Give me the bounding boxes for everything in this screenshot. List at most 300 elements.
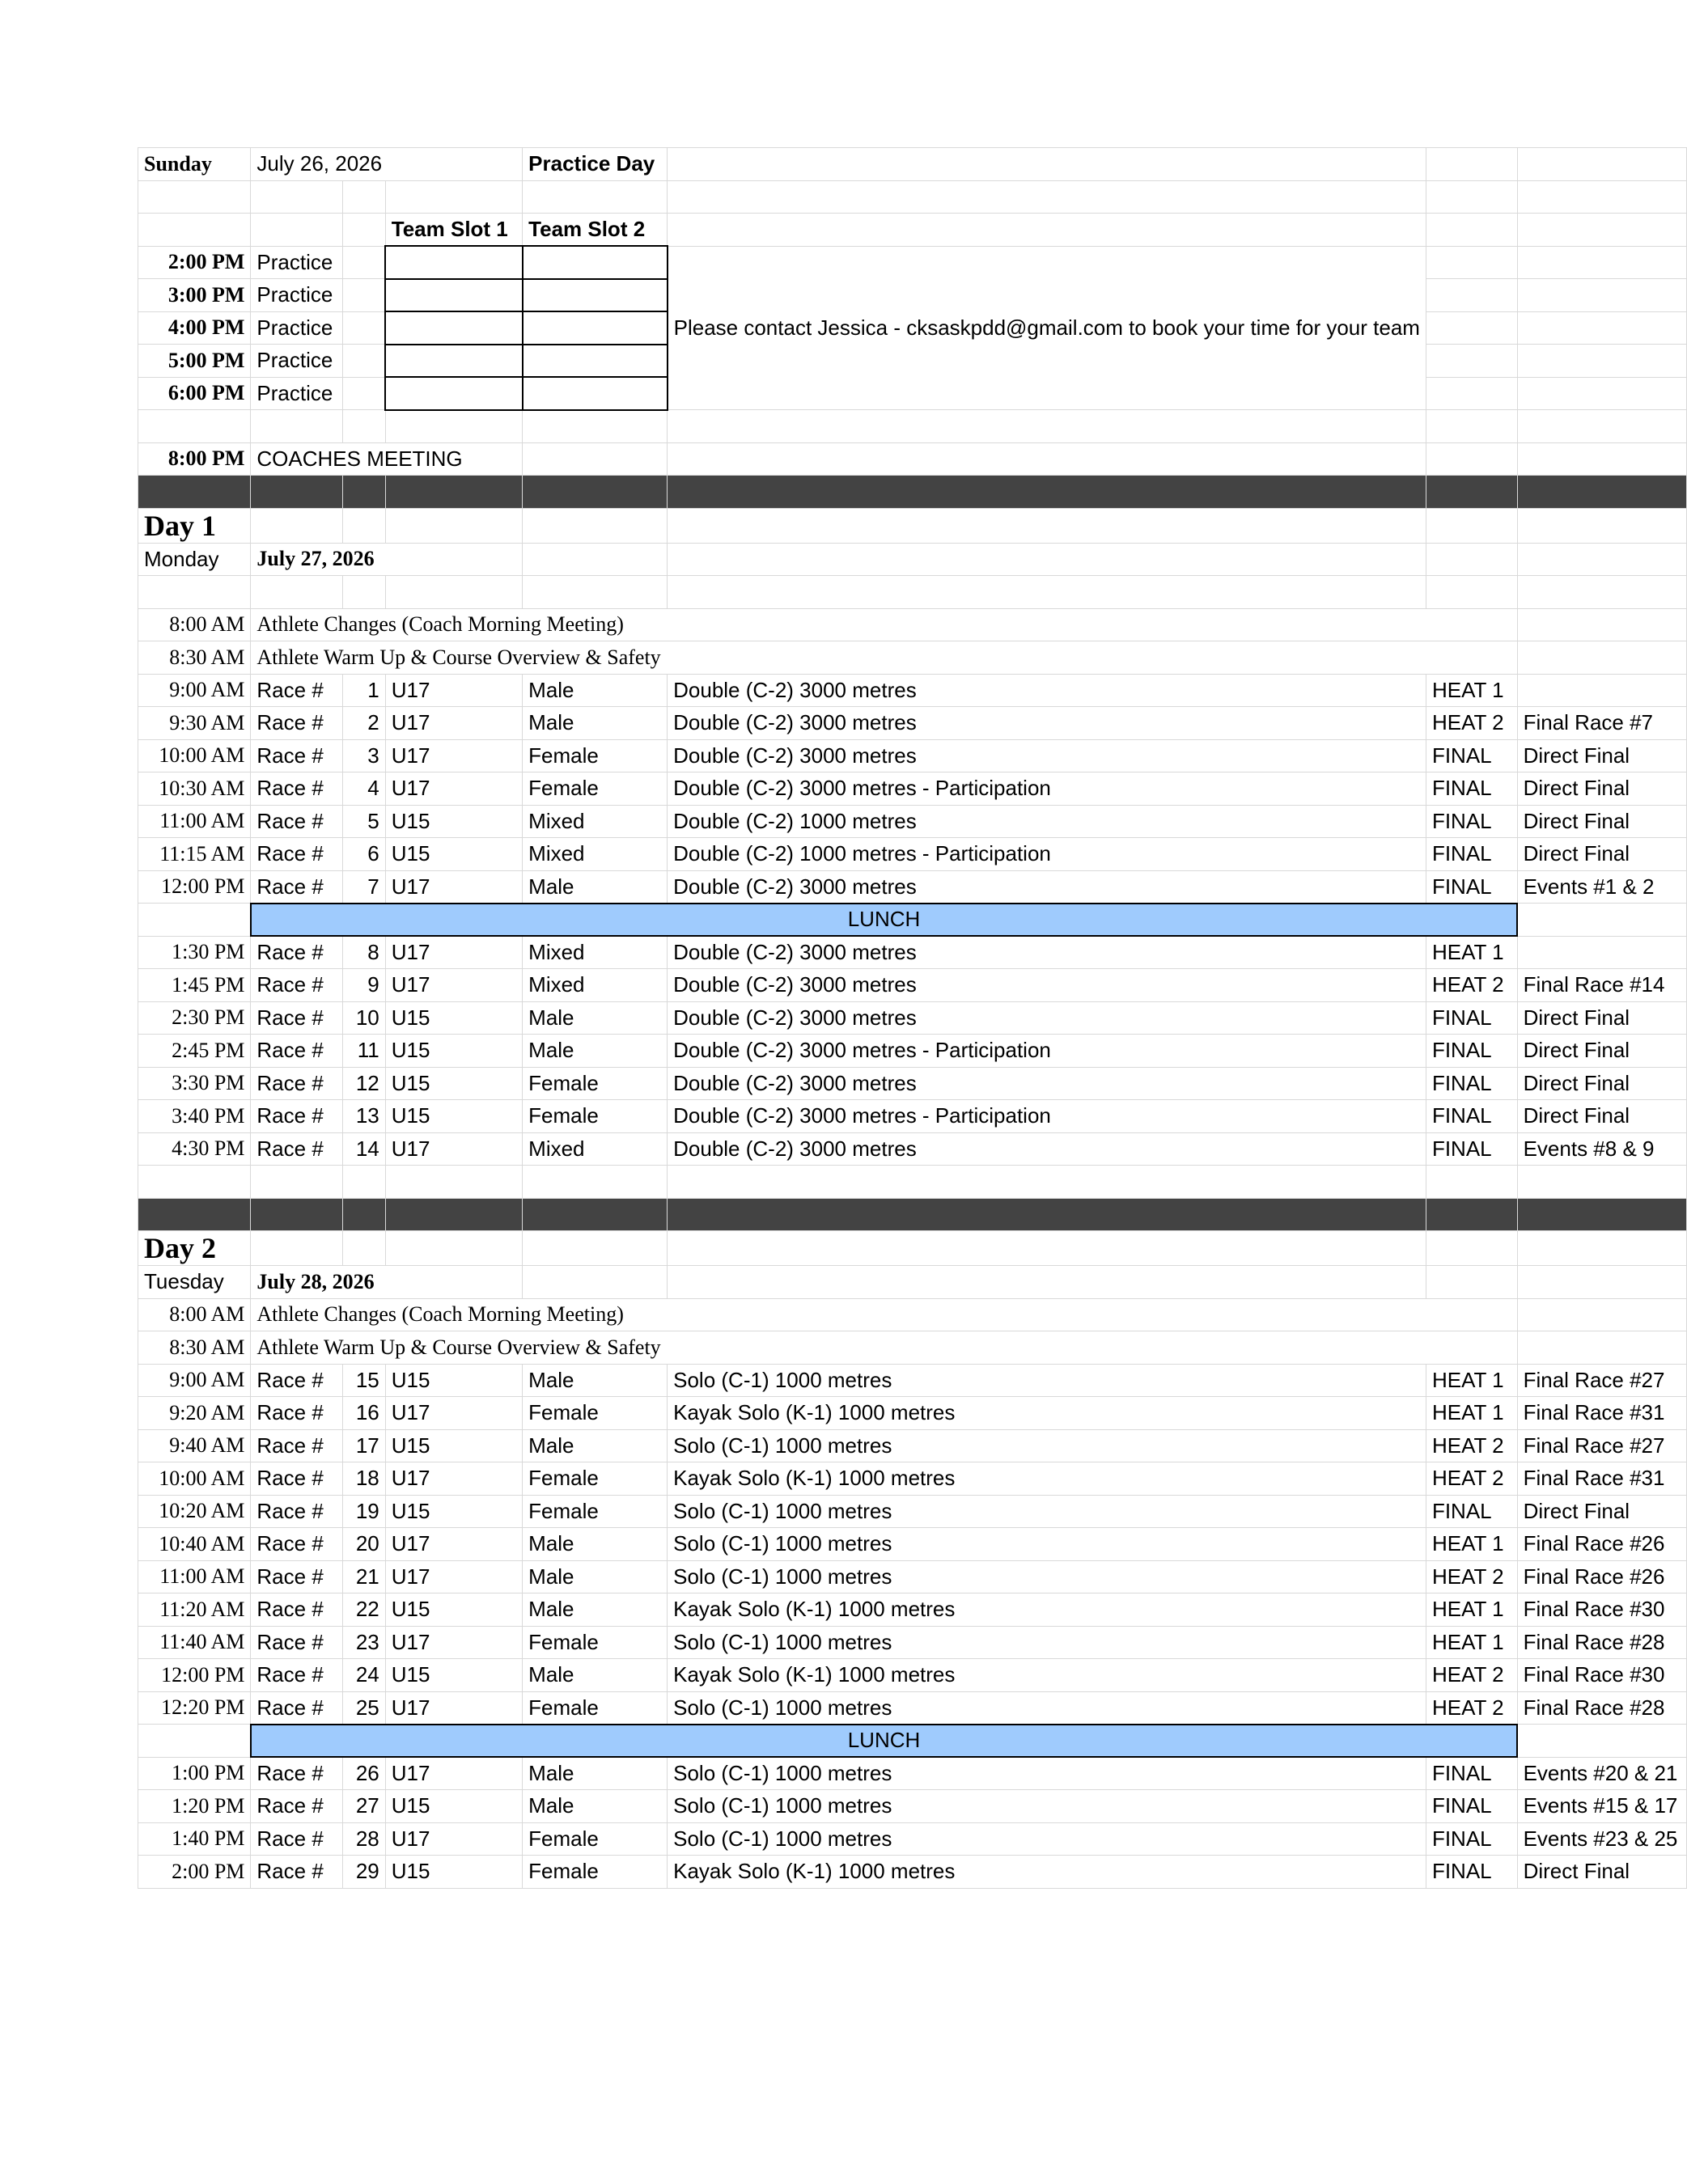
race-gender: Female [523,1100,668,1133]
race-row [138,1790,1687,1823]
race-row [138,1691,1687,1725]
race-stage: HEAT 1 [1426,1397,1517,1430]
race-gender: Female [523,1462,668,1496]
empty-cell [523,1266,668,1299]
race-number: 28 [342,1822,385,1856]
empty-cell [668,442,1426,476]
race-stage: FINAL [1426,772,1517,806]
race-time: 12:00 PM [138,1659,251,1692]
empty-cell [1517,543,1686,576]
race-time: 10:30 AM [138,772,251,806]
empty-cell [1517,1725,1686,1758]
race-result: Direct Final [1517,1495,1686,1528]
race-row [138,1659,1687,1692]
empty-cell [523,180,668,214]
race-gender: Mixed [523,969,668,1002]
empty-cell [1426,1198,1517,1231]
empty-cell [385,1166,522,1199]
race-row [138,674,1687,707]
race-row [138,772,1687,806]
day-separator-row [138,476,1687,509]
race-stage: FINAL [1426,1132,1517,1166]
empty-cell [523,1231,668,1266]
race-number: 9 [342,969,385,1002]
race-age-group: U15 [385,1594,522,1627]
empty-cell [251,476,343,509]
race-result: Direct Final [1517,1001,1686,1035]
race-time: 3:40 PM [138,1100,251,1133]
race-result: Direct Final [1517,1100,1686,1133]
race-time: 10:20 AM [138,1495,251,1528]
race-result: Final Race #30 [1517,1594,1686,1627]
race-event: Double (C-2) 3000 metres [668,674,1426,707]
team-slot-2-cell [523,311,668,345]
race-gender: Female [523,1067,668,1100]
empty-cell [668,508,1426,543]
race-result: Final Race #28 [1517,1626,1686,1659]
race-number: 22 [342,1594,385,1627]
race-number: 6 [342,838,385,871]
race-event: Double (C-2) 3000 metres [668,969,1426,1002]
race-row [138,1594,1687,1627]
team-slot-2-cell [523,345,668,378]
race-label: Race # [251,1364,343,1397]
race-gender: Male [523,1364,668,1397]
empty-cell [1517,1266,1686,1299]
race-stage: FINAL [1426,838,1517,871]
race-label: Race # [251,1397,343,1430]
day-title: Day 1 [138,508,251,543]
race-result [1517,674,1686,707]
day-separator-row [138,1198,1687,1231]
race-time: 11:20 AM [138,1594,251,1627]
empty-cell [668,1231,1426,1266]
empty-cell [1517,1166,1686,1199]
race-event: Double (C-2) 3000 metres - Participation [668,1100,1426,1133]
race-number: 29 [342,1856,385,1889]
empty-cell [342,377,385,410]
empty-cell [1517,148,1686,181]
empty-cell [1426,180,1517,214]
race-time: 12:20 PM [138,1691,251,1725]
race-stage: HEAT 1 [1426,1594,1517,1627]
team-slot-2-header: Team Slot 2 [523,214,668,247]
race-event: Solo (C-1) 1000 metres [668,1757,1426,1790]
race-time: 10:00 AM [138,739,251,772]
race-row [138,1856,1687,1889]
race-label: Race # [251,1035,343,1068]
note-time: 8:00 AM [138,608,251,641]
race-time: 9:20 AM [138,1397,251,1430]
race-age-group: U17 [385,1822,522,1856]
empty-cell [1517,214,1686,247]
empty-cell [523,508,668,543]
race-row [138,1528,1687,1561]
race-time: 9:00 AM [138,674,251,707]
empty-cell [138,904,251,937]
empty-cell [1426,1266,1517,1299]
race-time: 11:00 AM [138,805,251,838]
empty-cell [251,1166,343,1199]
race-number: 7 [342,870,385,904]
day-note-row [138,608,1687,641]
race-stage: FINAL [1426,1035,1517,1068]
race-age-group: U17 [385,1462,522,1496]
race-result: Final Race #26 [1517,1560,1686,1594]
race-row [138,1429,1687,1462]
session-label: Practice [251,246,343,279]
empty-cell [138,576,251,609]
race-time: 2:00 PM [138,1856,251,1889]
race-row [138,1822,1687,1856]
race-number: 26 [342,1757,385,1790]
race-label: Race # [251,1790,343,1823]
race-label: Race # [251,1067,343,1100]
race-number: 18 [342,1462,385,1496]
race-age-group: U15 [385,1659,522,1692]
race-time: 9:00 AM [138,1364,251,1397]
race-row [138,838,1687,871]
empty-cell [342,279,385,312]
meeting-time: 8:00 PM [138,442,251,476]
empty-cell [1517,442,1686,476]
race-age-group: U15 [385,1856,522,1889]
empty-cell [1426,214,1517,247]
practice-header-row [138,148,1687,181]
race-result [1517,936,1686,969]
empty-cell [1517,279,1686,312]
empty-cell [523,442,668,476]
race-age-group: U15 [385,805,522,838]
team-slot-2-cell [523,279,668,312]
empty-cell [1517,1331,1686,1365]
empty-cell [1426,576,1517,609]
race-gender: Mixed [523,1132,668,1166]
race-number: 1 [342,674,385,707]
race-row [138,1364,1687,1397]
race-gender: Female [523,1856,668,1889]
race-time: 10:00 AM [138,1462,251,1496]
race-age-group: U17 [385,772,522,806]
race-label: Race # [251,707,343,740]
race-age-group: U17 [385,1560,522,1594]
race-event: Kayak Solo (K-1) 1000 metres [668,1397,1426,1430]
race-result: Direct Final [1517,1035,1686,1068]
race-stage: FINAL [1426,1067,1517,1100]
empty-cell [1517,246,1686,279]
race-stage: HEAT 1 [1426,1364,1517,1397]
race-label: Race # [251,739,343,772]
note-text: Athlete Changes (Coach Morning Meeting) [251,1298,1517,1331]
empty-cell [1426,442,1517,476]
empty-cell [1426,311,1517,345]
empty-cell [668,148,1426,181]
race-number: 8 [342,936,385,969]
race-result: Events #20 & 21 [1517,1757,1686,1790]
race-time: 9:40 AM [138,1429,251,1462]
empty-cell [523,1198,668,1231]
empty-cell [385,1198,522,1231]
race-number: 10 [342,1001,385,1035]
race-number: 4 [342,772,385,806]
race-gender: Female [523,772,668,806]
day-note-row [138,641,1687,675]
race-label: Race # [251,1560,343,1594]
race-stage: HEAT 2 [1426,969,1517,1002]
race-event: Double (C-2) 3000 metres [668,1001,1426,1035]
empty-cell [668,1166,1426,1199]
empty-cell [1517,1231,1686,1266]
race-age-group: U15 [385,838,522,871]
empty-cell [1517,1298,1686,1331]
empty-cell [251,214,343,247]
empty-cell [342,576,385,609]
race-gender: Mixed [523,936,668,969]
day-date: July 27, 2026 [251,543,523,576]
empty-cell [523,476,668,509]
race-gender: Mixed [523,838,668,871]
empty-cell [668,214,1426,247]
race-result: Direct Final [1517,739,1686,772]
empty-cell [342,1166,385,1199]
race-result: Final Race #31 [1517,1397,1686,1430]
race-label: Race # [251,1594,343,1627]
booking-note: Please contact Jessica - cksaskpdd@gmail.com to book your time for your team [668,246,1426,410]
empty-cell [523,543,668,576]
race-age-group: U15 [385,1067,522,1100]
race-time: 9:30 AM [138,707,251,740]
race-age-group: U15 [385,1100,522,1133]
empty-cell [342,1198,385,1231]
race-gender: Female [523,1691,668,1725]
blank-row [138,180,1687,214]
race-label: Race # [251,1856,343,1889]
race-label: Race # [251,936,343,969]
race-stage: HEAT 2 [1426,1429,1517,1462]
race-gender: Female [523,739,668,772]
note-text: Athlete Changes (Coach Morning Meeting) [251,608,1517,641]
note-time: 8:30 AM [138,641,251,675]
race-stage: FINAL [1426,805,1517,838]
empty-cell [1517,180,1686,214]
empty-cell [1517,608,1686,641]
race-number: 13 [342,1100,385,1133]
empty-cell [1426,246,1517,279]
race-stage: FINAL [1426,1790,1517,1823]
day-title-row [138,508,1687,543]
race-time: 2:30 PM [138,1001,251,1035]
race-event: Kayak Solo (K-1) 1000 metres [668,1462,1426,1496]
session-time: 3:00 PM [138,279,251,312]
empty-cell [385,180,522,214]
race-row [138,1001,1687,1035]
race-stage: HEAT 1 [1426,674,1517,707]
race-result: Final Race #27 [1517,1429,1686,1462]
empty-cell [1517,641,1686,675]
race-stage: HEAT 1 [1426,936,1517,969]
race-label: Race # [251,1626,343,1659]
race-event: Double (C-2) 3000 metres [668,936,1426,969]
race-label: Race # [251,1691,343,1725]
empty-cell [1517,904,1686,937]
team-slot-1-cell [385,279,522,312]
day-date: July 28, 2026 [251,1266,523,1299]
race-age-group: U15 [385,1790,522,1823]
race-age-group: U15 [385,1364,522,1397]
race-result: Final Race #30 [1517,1659,1686,1692]
race-event: Double (C-2) 1000 metres [668,805,1426,838]
race-result: Final Race #28 [1517,1691,1686,1725]
empty-cell [342,476,385,509]
empty-cell [668,1198,1426,1231]
race-stage: FINAL [1426,739,1517,772]
empty-cell [385,1231,522,1266]
session-label: Practice [251,311,343,345]
race-stage: HEAT 2 [1426,1691,1517,1725]
race-row [138,1067,1687,1100]
empty-cell [1517,410,1686,443]
race-row [138,1626,1687,1659]
note-time: 8:00 AM [138,1298,251,1331]
race-label: Race # [251,870,343,904]
race-stage: FINAL [1426,1100,1517,1133]
race-stage: FINAL [1426,1757,1517,1790]
empty-cell [1517,345,1686,378]
race-number: 3 [342,739,385,772]
empty-cell [668,576,1426,609]
session-time: 6:00 PM [138,377,251,410]
race-label: Race # [251,772,343,806]
race-time: 11:00 AM [138,1560,251,1594]
race-gender: Male [523,1528,668,1561]
empty-cell [251,180,343,214]
race-result: Events #15 & 17 [1517,1790,1686,1823]
race-result: Final Race #7 [1517,707,1686,740]
race-age-group: U17 [385,707,522,740]
race-age-group: U17 [385,1626,522,1659]
race-gender: Female [523,1495,668,1528]
race-age-group: U17 [385,969,522,1002]
race-result: Events #23 & 25 [1517,1822,1686,1856]
race-label: Race # [251,805,343,838]
empty-cell [668,180,1426,214]
race-number: 15 [342,1364,385,1397]
race-result: Direct Final [1517,805,1686,838]
race-stage: FINAL [1426,870,1517,904]
race-row [138,707,1687,740]
race-event: Solo (C-1) 1000 metres [668,1560,1426,1594]
race-label: Race # [251,1757,343,1790]
race-gender: Male [523,1429,668,1462]
race-row [138,936,1687,969]
empty-cell [385,410,522,443]
race-stage: HEAT 1 [1426,1626,1517,1659]
empty-cell [342,345,385,378]
empty-cell [1426,476,1517,509]
race-time: 1:20 PM [138,1790,251,1823]
race-row [138,870,1687,904]
race-event: Solo (C-1) 1000 metres [668,1528,1426,1561]
team-slot-1-header: Team Slot 1 [385,214,522,247]
blank-row [138,576,1687,609]
blank-row [138,1166,1687,1199]
lunch-row [138,1725,1687,1758]
race-gender: Female [523,1397,668,1430]
race-age-group: U17 [385,1132,522,1166]
race-gender: Female [523,1822,668,1856]
race-stage: HEAT 2 [1426,1560,1517,1594]
race-number: 17 [342,1429,385,1462]
session-time: 2:00 PM [138,246,251,279]
race-label: Race # [251,1462,343,1496]
race-gender: Male [523,1659,668,1692]
race-number: 2 [342,707,385,740]
empty-cell [138,410,251,443]
race-age-group: U17 [385,1691,522,1725]
race-time: 1:00 PM [138,1757,251,1790]
race-event: Solo (C-1) 1000 metres [668,1790,1426,1823]
day-title-row [138,1231,1687,1266]
lunch-banner: LUNCH [251,1725,1517,1758]
day-weekday: Monday [138,543,251,576]
team-slot-1-cell [385,311,522,345]
race-result: Events #1 & 2 [1517,870,1686,904]
empty-cell [1426,1166,1517,1199]
race-age-group: U17 [385,870,522,904]
race-label: Race # [251,1495,343,1528]
session-label: Practice [251,279,343,312]
race-number: 16 [342,1397,385,1430]
practice-day-title: Practice Day [523,148,668,181]
schedule-sheet [138,147,1687,1889]
race-number: 25 [342,1691,385,1725]
race-gender: Mixed [523,805,668,838]
race-stage: HEAT 2 [1426,707,1517,740]
empty-cell [1517,508,1686,543]
race-label: Race # [251,1822,343,1856]
day-note-row [138,1331,1687,1365]
race-time: 12:00 PM [138,870,251,904]
race-stage: FINAL [1426,1001,1517,1035]
empty-cell [138,214,251,247]
race-result: Direct Final [1517,1067,1686,1100]
race-number: 20 [342,1528,385,1561]
race-age-group: U17 [385,674,522,707]
race-number: 24 [342,1659,385,1692]
race-row [138,1397,1687,1430]
race-row [138,1100,1687,1133]
race-result: Events #8 & 9 [1517,1132,1686,1166]
race-result: Direct Final [1517,1856,1686,1889]
race-row [138,1560,1687,1594]
empty-cell [342,1231,385,1266]
race-row [138,1757,1687,1790]
race-event: Solo (C-1) 1000 metres [668,1626,1426,1659]
coaches-meeting-row [138,442,1687,476]
race-result: Direct Final [1517,838,1686,871]
race-row [138,969,1687,1002]
race-age-group: U17 [385,936,522,969]
empty-cell [138,476,251,509]
team-slot-2-cell [523,377,668,410]
race-time: 10:40 AM [138,1528,251,1561]
empty-cell [1426,377,1517,410]
race-label: Race # [251,1001,343,1035]
race-result: Final Race #27 [1517,1364,1686,1397]
race-age-group: U15 [385,1035,522,1068]
race-age-group: U17 [385,1757,522,1790]
session-time: 5:00 PM [138,345,251,378]
